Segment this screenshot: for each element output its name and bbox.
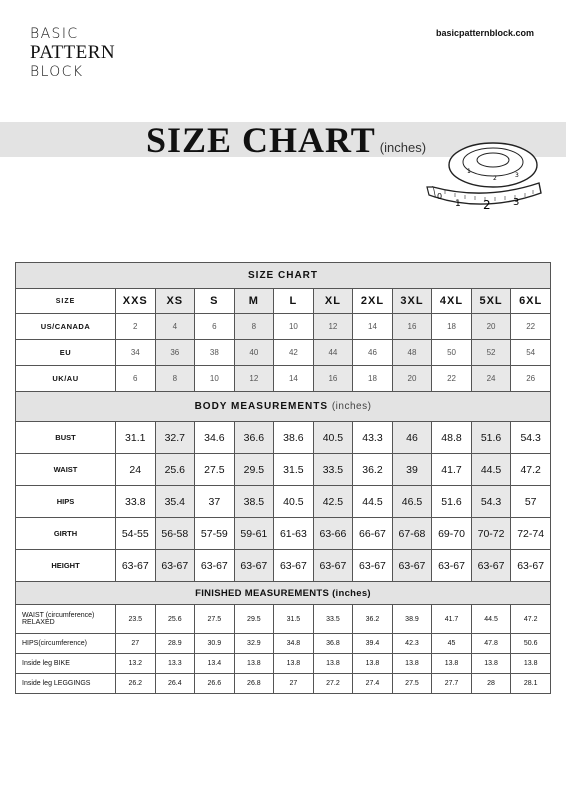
- table-cell: 31.1: [116, 422, 156, 454]
- table-cell: 72-74: [511, 518, 551, 550]
- table-cell: 63-67: [195, 550, 235, 582]
- table-cell: 41.7: [432, 454, 472, 486]
- table-cell: 20: [471, 314, 511, 340]
- table-cell: 36.6: [234, 422, 274, 454]
- body-measurements-header-unit: (inches): [331, 401, 372, 412]
- size-chart-header-row: [16, 263, 551, 289]
- table-cell: 70-72: [471, 518, 511, 550]
- table-cell: 47.8: [471, 634, 511, 654]
- table-cell: 27.2: [313, 674, 353, 694]
- body-measurement-row: [16, 518, 551, 550]
- table-cell: 63-67: [392, 550, 432, 582]
- table-cell: 36.2: [353, 454, 393, 486]
- conversion-row: [16, 314, 551, 340]
- table-cell: 44.5: [471, 605, 511, 634]
- table-cell: 27.5: [392, 674, 432, 694]
- table-cell: 69-70: [432, 518, 472, 550]
- table-cell: 28.1: [511, 674, 551, 694]
- table-cell: 14: [353, 314, 393, 340]
- table-cell: 48: [392, 340, 432, 366]
- table-cell: 63-67: [432, 550, 472, 582]
- table-cell: 63-67: [155, 550, 195, 582]
- table-cell: 43.3: [353, 422, 393, 454]
- page-title: [146, 119, 426, 161]
- table-cell: 45: [432, 634, 472, 654]
- table-cell: 51.6: [471, 422, 511, 454]
- table-cell: 13.8: [313, 654, 353, 674]
- size-header-cell: 4XL: [432, 289, 472, 314]
- finished-measurements-header-text: FINISHED MEASUREMENTS (inches): [195, 587, 371, 599]
- row-label: HEIGHT: [16, 550, 116, 582]
- table-cell: 31.5: [274, 605, 314, 634]
- size-chart-header: [16, 263, 551, 289]
- row-label: WAIST: [16, 454, 116, 486]
- table-cell: 63-67: [471, 550, 511, 582]
- table-cell: 29.5: [234, 605, 274, 634]
- brand-logo: [30, 26, 120, 80]
- table-cell: 46.5: [392, 486, 432, 518]
- table-cell: 24: [471, 366, 511, 392]
- table-cell: 48.8: [432, 422, 472, 454]
- table-cell: 36.8: [313, 634, 353, 654]
- finished-measurement-row: [16, 654, 551, 674]
- table-cell: 16: [313, 366, 353, 392]
- tape-digit-0: 0: [437, 192, 443, 201]
- table-cell: 34.8: [274, 634, 314, 654]
- table-cell: 33.5: [313, 605, 353, 634]
- table-cell: 54: [511, 340, 551, 366]
- body-measurements-header-text: BODY MEASUREMENTS: [194, 401, 329, 412]
- size-header-cell: 3XL: [392, 289, 432, 314]
- table-cell: 54.3: [511, 422, 551, 454]
- table-cell: 16: [392, 314, 432, 340]
- table-cell: 67-68: [392, 518, 432, 550]
- table-cell: 32.7: [155, 422, 195, 454]
- table-cell: 63-67: [234, 550, 274, 582]
- table-cell: 34.6: [195, 422, 235, 454]
- table-cell: 26.8: [234, 674, 274, 694]
- body-measurement-row: [16, 422, 551, 454]
- table-cell: 33.8: [116, 486, 156, 518]
- table-cell: 51.6: [432, 486, 472, 518]
- tape-digit-2: 2: [483, 198, 491, 212]
- finished-measurements-header: [16, 582, 551, 605]
- table-cell: 26.4: [155, 674, 195, 694]
- table-cell: 59-61: [234, 518, 274, 550]
- table-cell: 54-55: [116, 518, 156, 550]
- table-cell: 13.8: [353, 654, 393, 674]
- logo-line-block: BLOCK: [30, 64, 84, 80]
- conversion-row: [16, 366, 551, 392]
- logo-line-pattern: PATTERN: [30, 42, 116, 63]
- table-cell: 23.5: [116, 605, 156, 634]
- table-cell: 63-67: [313, 550, 353, 582]
- table-cell: 47.2: [511, 454, 551, 486]
- table-cell: 38.6: [274, 422, 314, 454]
- table-cell: 50: [432, 340, 472, 366]
- table-cell: 10: [274, 314, 314, 340]
- size-row: [16, 289, 551, 314]
- table-cell: 42.3: [392, 634, 432, 654]
- body-measurements-header: [16, 392, 551, 422]
- table-cell: 28: [471, 674, 511, 694]
- row-label: UK/AU: [16, 366, 116, 392]
- table-cell: 2: [116, 314, 156, 340]
- table-cell: 13.8: [392, 654, 432, 674]
- table-cell: 46: [392, 422, 432, 454]
- table-cell: 13.8: [234, 654, 274, 674]
- body-measurement-row: [16, 454, 551, 486]
- table-cell: 25.6: [155, 454, 195, 486]
- body-measurement-row: [16, 486, 551, 518]
- table-cell: 18: [353, 366, 393, 392]
- table-cell: 18: [432, 314, 472, 340]
- row-label: HIPS: [16, 486, 116, 518]
- row-label: WAIST (circumference) RELAXED: [16, 605, 116, 634]
- table-cell: 40: [234, 340, 274, 366]
- row-label: BUST: [16, 422, 116, 454]
- size-header-cell: S: [195, 289, 235, 314]
- size-label: SIZE: [16, 289, 116, 314]
- row-label: EU: [16, 340, 116, 366]
- table-cell: 29.5: [234, 454, 274, 486]
- row-label: GIRTH: [16, 518, 116, 550]
- size-header-cell: XXS: [116, 289, 156, 314]
- finished-measurement-row: [16, 605, 551, 634]
- table-cell: 35.4: [155, 486, 195, 518]
- size-header-cell: 6XL: [511, 289, 551, 314]
- table-cell: 39.4: [353, 634, 393, 654]
- tape-small-digit-1: 1: [467, 168, 471, 175]
- table-cell: 47.2: [511, 605, 551, 634]
- table-cell: 31.5: [274, 454, 314, 486]
- table-cell: 32.9: [234, 634, 274, 654]
- size-header-cell: 5XL: [471, 289, 511, 314]
- table-cell: 13.8: [511, 654, 551, 674]
- table-cell: 42.5: [313, 486, 353, 518]
- finished-measurement-row: [16, 634, 551, 654]
- table-cell: 8: [234, 314, 274, 340]
- table-cell: 27.4: [353, 674, 393, 694]
- page-title-main: SIZE CHART: [146, 120, 376, 160]
- table-cell: 42: [274, 340, 314, 366]
- tape-small-digit-2: 2: [493, 175, 497, 182]
- table-cell: 13.8: [432, 654, 472, 674]
- row-label: Inside leg BIKE: [16, 654, 116, 674]
- tape-digit-1: 1: [455, 199, 461, 209]
- table-cell: 25.6: [155, 605, 195, 634]
- table-cell: 13.8: [274, 654, 314, 674]
- table-cell: 30.9: [195, 634, 235, 654]
- table-cell: 63-67: [274, 550, 314, 582]
- table-cell: 34: [116, 340, 156, 366]
- table-cell: 26.6: [195, 674, 235, 694]
- table-cell: 46: [353, 340, 393, 366]
- table-cell: 13.2: [116, 654, 156, 674]
- table-cell: 27: [116, 634, 156, 654]
- table-cell: 36.2: [353, 605, 393, 634]
- size-header-cell: XS: [155, 289, 195, 314]
- table-cell: 44: [313, 340, 353, 366]
- table-cell: 40.5: [313, 422, 353, 454]
- measuring-tape-icon: [425, 135, 555, 220]
- table-cell: 40.5: [274, 486, 314, 518]
- size-chart-table: [15, 262, 551, 694]
- table-cell: 44.5: [471, 454, 511, 486]
- table-cell: 6: [195, 314, 235, 340]
- table-cell: 12: [313, 314, 353, 340]
- table-cell: 22: [511, 314, 551, 340]
- table-cell: 54.3: [471, 486, 511, 518]
- table-cell: 13.4: [195, 654, 235, 674]
- size-header-cell: 2XL: [353, 289, 393, 314]
- size-chart-header-text: SIZE CHART: [248, 270, 318, 281]
- table-cell: 6: [116, 366, 156, 392]
- table-cell: 14: [274, 366, 314, 392]
- table-cell: 63-67: [511, 550, 551, 582]
- row-label: Inside leg LEGGINGS: [16, 674, 116, 694]
- table-cell: 37: [195, 486, 235, 518]
- table-cell: 27: [274, 674, 314, 694]
- body-measurement-row: [16, 550, 551, 582]
- table-cell: 63-67: [353, 550, 393, 582]
- tape-small-digit-3: 3: [515, 172, 519, 179]
- table-cell: 38.9: [392, 605, 432, 634]
- table-cell: 10: [195, 366, 235, 392]
- table-cell: 28.9: [155, 634, 195, 654]
- table-cell: 38.5: [234, 486, 274, 518]
- table-cell: 22: [432, 366, 472, 392]
- table-cell: 4: [155, 314, 195, 340]
- finished-measurement-row: [16, 674, 551, 694]
- size-header-cell: XL: [313, 289, 353, 314]
- page-title-unit: (inches): [379, 140, 427, 155]
- table-cell: 66-67: [353, 518, 393, 550]
- row-label: US/CANADA: [16, 314, 116, 340]
- tape-digit-3: 3: [513, 197, 520, 208]
- table-cell: 63-67: [116, 550, 156, 582]
- table-cell: 26.2: [116, 674, 156, 694]
- table-cell: 36: [155, 340, 195, 366]
- table-cell: 50.6: [511, 634, 551, 654]
- table-cell: 12: [234, 366, 274, 392]
- finished-measurements-header-row: [16, 582, 551, 605]
- table-cell: 44.5: [353, 486, 393, 518]
- size-header-cell: M: [234, 289, 274, 314]
- table-cell: 27.5: [195, 605, 235, 634]
- table-cell: 57-59: [195, 518, 235, 550]
- table-cell: 61-63: [274, 518, 314, 550]
- table-cell: 39: [392, 454, 432, 486]
- table-cell: 13.3: [155, 654, 195, 674]
- website-url: basicpatternblock.com: [435, 28, 534, 38]
- table-cell: 33.5: [313, 454, 353, 486]
- row-label: HIPS(circumference): [16, 634, 116, 654]
- size-header-cell: L: [274, 289, 314, 314]
- table-cell: 24: [116, 454, 156, 486]
- table-cell: 38: [195, 340, 235, 366]
- table-cell: 41.7: [432, 605, 472, 634]
- table-cell: 26: [511, 366, 551, 392]
- table-cell: 13.8: [471, 654, 511, 674]
- table-cell: 20: [392, 366, 432, 392]
- logo-line-basic: BASIC: [30, 26, 79, 42]
- conversion-row: [16, 340, 551, 366]
- table-cell: 8: [155, 366, 195, 392]
- table-cell: 27.7: [432, 674, 472, 694]
- body-measurements-header-row: [16, 392, 551, 422]
- table-cell: 63-66: [313, 518, 353, 550]
- table-cell: 52: [471, 340, 511, 366]
- table-cell: 57: [511, 486, 551, 518]
- table-cell: 27.5: [195, 454, 235, 486]
- table-cell: 56-58: [155, 518, 195, 550]
